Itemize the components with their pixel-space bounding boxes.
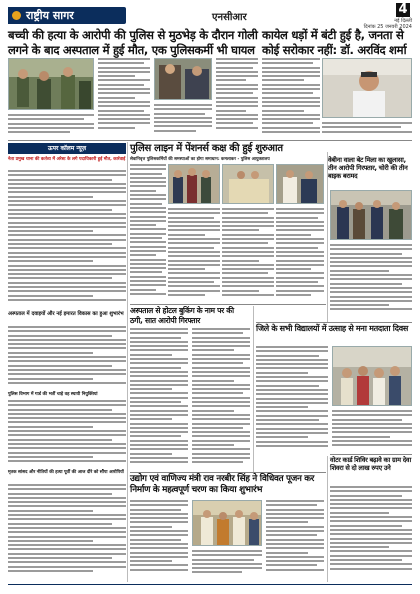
brief-3-headline: पुलिस विभाग में गार्ड की भर्ती चाहे वह स्थायी नियुक्तियां: [8, 392, 98, 397]
centre-text-col-1: [130, 164, 166, 304]
lead-right-text-col-2: [322, 122, 412, 138]
bottom-centre-text-3: [266, 500, 324, 580]
bottom-centre-text-2: [192, 550, 262, 580]
masthead-bar: [8, 2, 412, 30]
brief-1-text: [8, 170, 126, 310]
column-divider-bottom: [327, 456, 328, 582]
lead-right-photo: [322, 58, 412, 118]
footer-rule: [8, 584, 412, 585]
brief-2-text: [8, 326, 126, 390]
dateline-city: नई दिल्ली: [394, 18, 412, 24]
lead-right-text-col-1: [262, 58, 320, 138]
divider-bottom: [130, 472, 326, 473]
right-bottom-headline: वोटर कार्ड शिविर बढ़ावे का ग्राम देवा शिवरा से दो लाख रुपए उने: [330, 456, 411, 473]
right-mid-photo: [330, 190, 412, 240]
brand-banner: [8, 7, 126, 24]
column-divider-mid: [253, 306, 254, 472]
lead-left-text-col-2: [154, 104, 212, 138]
lead-left-photo-2: [154, 58, 212, 100]
centre-left-text-2: [192, 328, 250, 470]
bottom-centre-text-1: [130, 500, 188, 580]
lead-left-text-col-3: [216, 58, 258, 136]
divider-mid: [130, 304, 326, 305]
centre-left-headline: अस्पताल से होटल बुकिंग के नाम पर की ठगी, सात आरोपी गिरफ्तार: [130, 306, 234, 325]
lead-left-headline: बच्ची की हत्या के आरोपी की पुलिस से मुठभेड़ के दौरान गोली लगने के बाद अस्पताल में हुई मौत, एक पुलिसकर्मी भी घायल: [8, 28, 258, 57]
centre-subhead: सेवानिवृत्त पुलिसकर्मियों की समस्याओं का होगा समाधान: कमलाकर - पुलिस आयुक्तालय: [130, 157, 270, 162]
centre-text-col-4: [276, 208, 324, 304]
centre-photo-1: [168, 164, 220, 204]
right-lower-photo: [332, 346, 412, 406]
lead-left-photo: [8, 58, 94, 110]
centre-text-col-2: [168, 208, 220, 304]
brief-4-headline: मृतक सांसद और नीतियों की हत्या पूर्वी की आज दौरे को सौंपा आरोपियों: [8, 470, 124, 475]
brief-1-headline: नेता प्रमुख थाना की कर्तव्य में अरेस्ट के लगे पदाधिकारी हुई मौत, कार्रवाई: [8, 157, 126, 162]
right-lower-text-2: [332, 410, 412, 454]
brief-2-headline: अस्पताल में दवाइयों और नई इमारत विकास का हुआ शुभारंभ: [8, 311, 124, 317]
brief-3-text: [8, 400, 126, 466]
section-title: एनसीआर: [212, 12, 247, 23]
column-divider-right: [327, 152, 328, 322]
page-number: 4: [396, 3, 410, 17]
divider-right-bottom: [330, 454, 412, 455]
centre-photo-2: [222, 164, 274, 204]
divider-top: [8, 140, 412, 141]
right-lower-headline: जिले के सभी विद्यालयों में उत्साह से मना मतदाता दिवस: [256, 324, 408, 333]
news-bar: ऊपर कॉलम न्यूज़: [8, 143, 126, 154]
lead-right-headline: कायेल धड़ों में बंटी हुई है, जनता से कोई सरोकार नहीं: डॉ. अरविंद शर्मा: [262, 28, 407, 57]
right-lower-text-1: [256, 346, 328, 454]
centre-headline: पुलिस लाइन में पेंशनर्स कक्ष की हुई शुरुआत: [130, 143, 283, 154]
bottom-centre-photo: [192, 500, 262, 546]
centre-text-col-3: [222, 208, 274, 304]
lead-left-text-col-1: [98, 58, 150, 136]
brand-logo-icon: [12, 11, 21, 20]
dateline-date: दिनांक 25 जनवरी 2024: [363, 24, 412, 30]
centre-photo-3: [276, 164, 324, 204]
brand-name: राष्ट्रीय सागर: [26, 9, 74, 22]
divider-right: [256, 322, 412, 323]
bottom-centre-headline: उद्योग एवं वाणिज्य मंत्री राव नरबीर सिंह ने विधिवत पूजन कर निर्माण के महत्वपूर्ण चरण का किया शुभारंभ: [130, 474, 315, 495]
brief-4-text: [8, 484, 126, 580]
centre-left-text-1: [130, 328, 188, 470]
column-divider-left: [127, 142, 128, 582]
right-bottom-text: [330, 486, 412, 580]
lead-left-text-col-0: [8, 114, 94, 138]
right-mid-headline: वेबीना वाला बेट मिला का खुलासा, तीन आरोपी गिरफ्तार, चोरी की तीन बाइक बरामद: [328, 156, 408, 181]
right-mid-text: [330, 244, 412, 320]
